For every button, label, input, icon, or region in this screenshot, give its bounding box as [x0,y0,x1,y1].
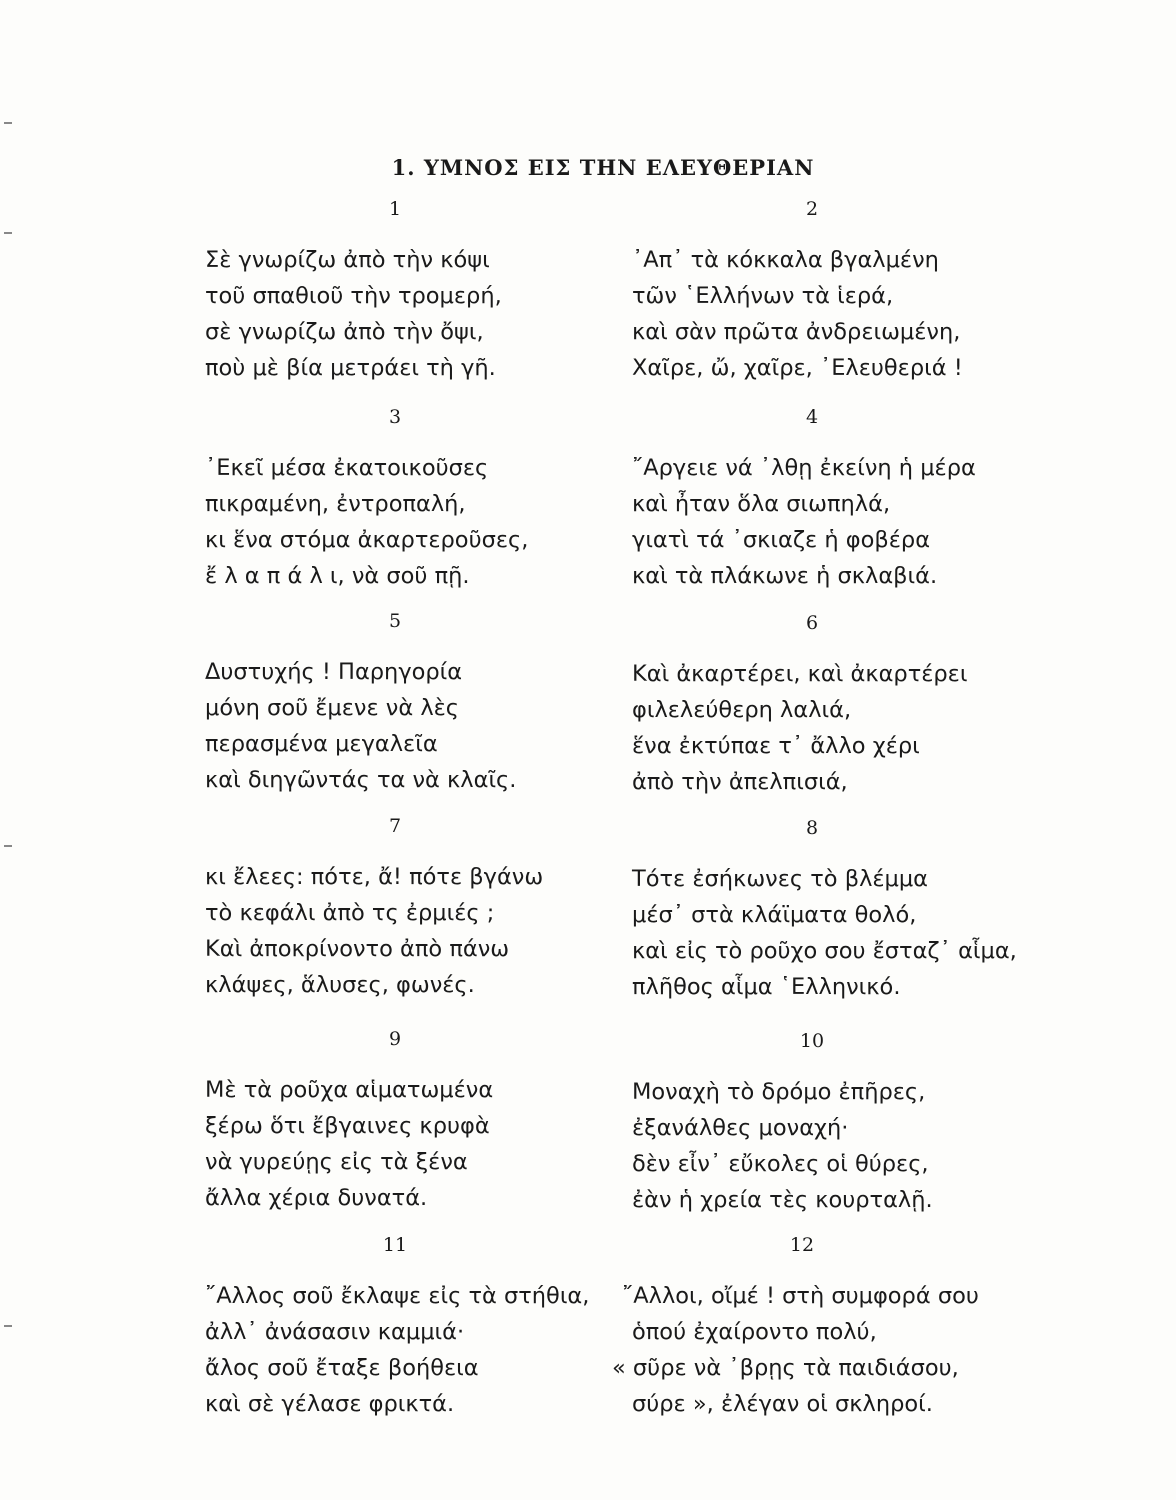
stanza-9 [205,1028,625,1216]
stanza-7 [205,815,625,1003]
verse-line: καὶ ἦταν ὅλα σιωπηλά, [632,491,891,517]
verse-line: ῎Αλλοι, οἴμέ ! στὴ συμφορά σου [622,1283,979,1309]
verse-line: τῶν ῾Ελλήνων τὰ ἱερά, [632,283,894,309]
verse-line: ἔ λ α π ά λ ι, νὰ σοῦ πῇ. [205,563,470,589]
verse-line: ξέρω ὅτι ἔβγαινες κρυφὰ [205,1113,490,1139]
verse-line: καὶ διηγῶντάς τα νὰ κλαῖς. [205,767,517,793]
verse-line: μέσ᾿ στὰ κλάϊματα θολό, [632,902,917,928]
verse-line: μόνη σοῦ ἔμενε νὰ λὲς [205,695,460,721]
verse-line: ὁπού ἐχαίροντο πολύ, [632,1319,877,1345]
verse-line: ἐξανάλθες μοναχή· [632,1115,849,1141]
verse-line: « σῦρε νὰ ᾿βρῃς τὰ παιδιάσου, [612,1355,959,1381]
verse-line: καὶ σὲ γέλασε φρικτά. [205,1391,455,1417]
verse-line: ἀλλ᾿ ἀνάσασιν καμμιά· [205,1319,465,1345]
verse-line: δὲν εἶν᾿ εὔκολες οἱ θύρες, [632,1151,929,1177]
scan-mark [4,845,12,847]
verse-line: σύρε », ἐλέγαν οἱ σκληροί. [632,1391,933,1417]
verse-line: ἐὰν ἡ χρεία τὲς κουρταλῇ. [632,1187,933,1213]
verse-line: Μοναχὴ τὸ δρόμο ἐπῆρες, [632,1079,926,1105]
verse-line: τοῦ σπαθιοῦ τὴν τρομερή, [205,283,502,309]
verse-line: τὸ κεφάλι ἀπὸ τς ἐρμιές ; [205,900,495,926]
stanza-number: 11 [382,1234,408,1256]
stanza-6 [632,612,1052,800]
verse-line: περασμένα μεγαλεῖα [205,731,438,757]
verse-line: Μὲ τὰ ροῦχα αἱματωμένα [205,1077,494,1103]
stanza-number: 1 [388,198,402,220]
stanza-number: 5 [388,610,402,632]
verse-line: φιλελεύθερη λαλιά, [632,697,852,723]
stanza-number: 2 [805,198,819,220]
stanza-number: 3 [388,406,402,428]
stanza-number: 12 [789,1234,815,1256]
stanza-number: 7 [388,815,402,837]
verse-line: Καὶ ἀκαρτέρει, καὶ ἀκαρτέρει [632,661,968,687]
scan-mark [4,1325,12,1327]
verse-line: καὶ τὰ πλάκωνε ἡ σκλαβιά. [632,563,938,589]
verse-line: ᾿Εκεῖ μέσα ἐκατοικοῦσες [205,455,489,481]
stanza-number: 4 [805,406,819,428]
verse-line: ποὺ μὲ βία μετράει τὴ γῆ. [205,355,496,381]
stanza-1 [205,198,625,386]
verse-line: κι ἕνα στόμα ἀκαρτεροῦσες, [205,527,529,553]
verse-line: ἀπὸ τὴν ἀπελπισιά, [632,769,848,795]
verse-line: σὲ γνωρίζω ἀπὸ τὴν ὄψι, [205,319,484,345]
stanza-number: 6 [805,612,819,634]
verse-line: ῎Αλλος σοῦ ἔκλαψε εἰς τὰ στήθια, [205,1283,590,1309]
verse-line: πικραμένη, ἐντροπαλή, [205,491,466,517]
stanza-2 [632,198,1052,386]
verse-line: ἕνα ἐκτύπαε τ᾿ ἄλλο χέρι [632,733,920,759]
stanza-number: 9 [388,1028,402,1050]
scan-mark [4,122,12,124]
verse-line: γιατὶ τά ᾿σκιαζε ἡ φοβέρα [632,527,931,553]
stanza-10 [632,1030,1052,1218]
scan-mark [4,232,12,234]
verse-line: ἄλος σοῦ ἔταξε βοήθεια [205,1355,479,1381]
verse-line: πλῆθος αἷμα ῾Ελληνικό. [632,974,901,1000]
stanza-11 [205,1234,625,1422]
verse-line: Δυστυχής ! Παρηγορία [205,659,463,685]
verse-line: ἄλλα χέρια δυνατά. [205,1185,428,1211]
verse-line: νὰ γυρεύῃς εἰς τὰ ξένα [205,1149,468,1175]
verse-line: κλάψες, ἅλυσες, φωνές. [205,972,475,998]
verse-line: Τότε ἐσήκωνες τὸ βλέμμα [632,866,929,892]
stanza-4 [632,406,1052,594]
stanza-number: 8 [805,817,819,839]
verse-line: Καὶ ἀποκρίνοντο ἀπὸ πάνω [205,936,510,962]
verse-line: ῎Αργειε νά ᾿λθῃ ἐκείνη ἡ μέρα [632,455,976,481]
verse-line: Σὲ γνωρίζω ἀπὸ τὴν κόψι [205,247,490,273]
verse-line: Χαῖρε, ὤ, χαῖρε, ᾿Ελευθεριά ! [632,355,963,381]
verse-line: καὶ εἰς τὸ ροῦχο σου ἔσταζ᾿ αἷμα, [632,938,1017,964]
stanza-3 [205,406,625,594]
verse-line: καὶ σὰν πρῶτα ἀνδρειωμένη, [632,319,961,345]
verse-line: κι ἔλεες: πότε, ἄ! πότε βγάνω [205,864,544,890]
stanza-5 [205,610,625,798]
verse-line: ᾿Απ᾿ τὰ κόκκαλα βγαλμένη [632,247,939,273]
stanza-number: 10 [799,1030,825,1052]
stanza-8 [632,817,1052,1005]
stanza-12 [612,1234,1032,1422]
page-title: 1. ΥΜΝΟΣ ΕΙΣ ΤΗΝ ΕΛΕΥΘΕΡΙΑΝ [391,155,815,180]
